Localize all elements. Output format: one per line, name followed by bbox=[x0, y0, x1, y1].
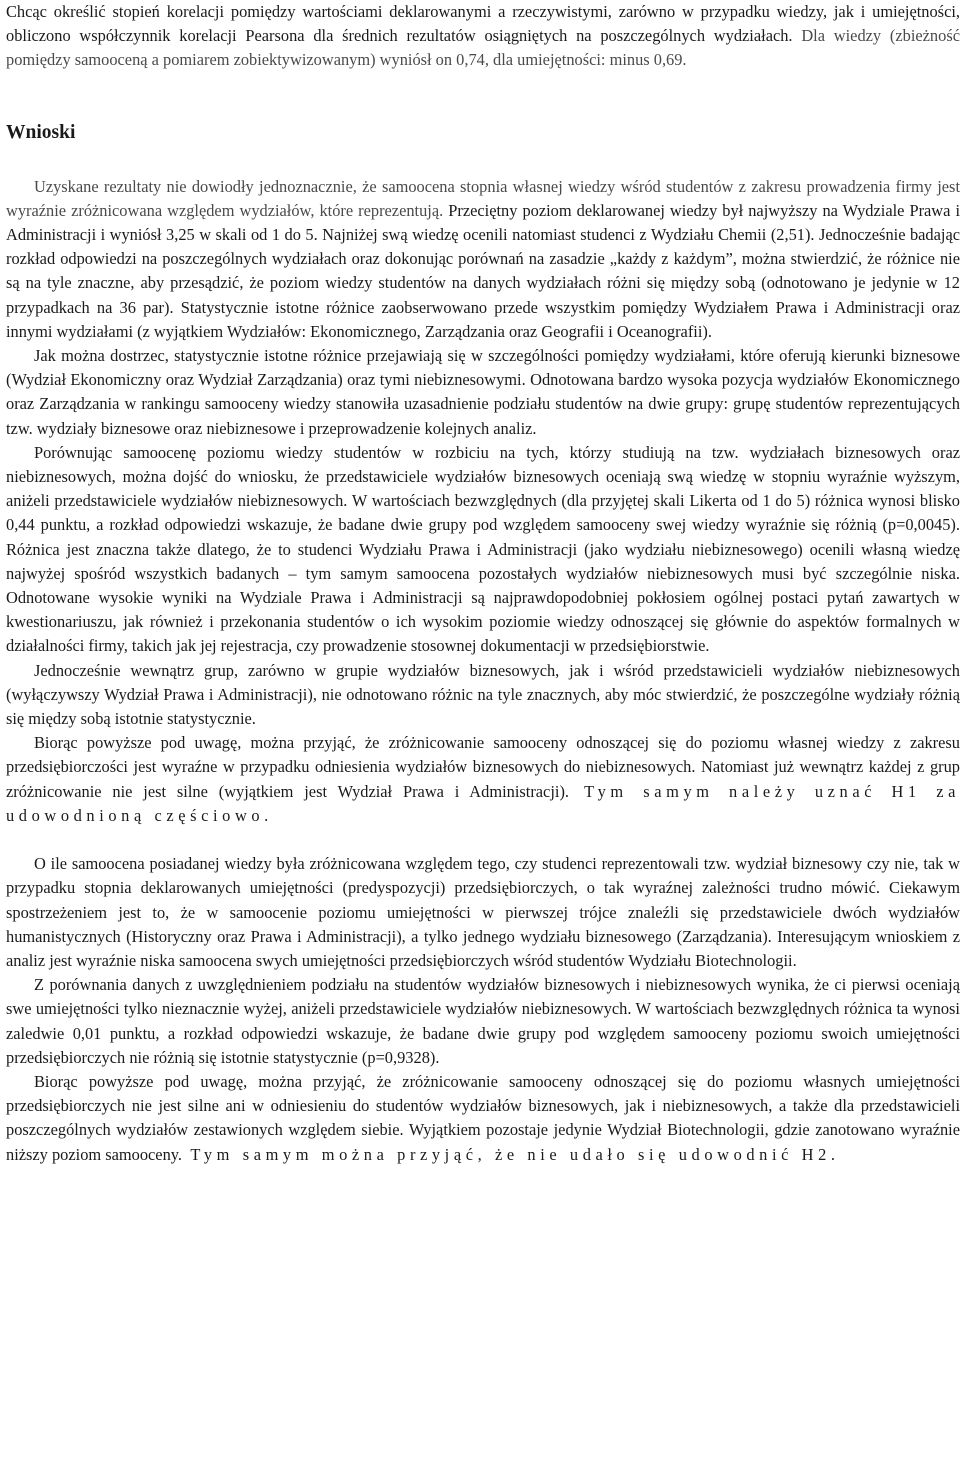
paragraph-3: Porównując samoocenę poziomu wiedzy studentów w rozbiciu na tych, którzy studiują na tzw. wydziałach biznesowych oraz niebiznesowych, można dojść do wniosku, że przedstawiciele wydziałów biznesowych oceniają swą wiedzę w stopniu wyraźnie wyższym, aniżeli przedstawiciele wydziałów niebiznesowych. W wartościach bezwzględnych (dla przyjętej skali Likerta od 1 do 5) różnica wynosi blisko 0,44 punktu, a rozkład odpowiedzi wskazuje, że badane dwie grupy pod względem samooceny swej wiedzy wyraźnie się różnią (p=0,0045). Różnica jest znaczna także dlatego, że to studenci Wydziału Prawa i Administracji (jako wydziału niebiznesowego) ocenili własną wiedzę najwyżej spośród wszystkich badanych – tym samym samoocena pozostałych wydziałów niebiznesowych musi być szczególnie niska. Odnotowane wysokie wyniki na Wydziale Prawa i Administracji są najprawdopodobniej pokłosiem ogólnej postaci pytań zawartych w kwestionariuszu, jak również i przekonania studentów o ich wysokim poziomie wiedzy odnoszącej się głównie do aspektów formalnych w działalności firmy, takich jak jej rejestracja, czy prowadzenie stosownej dokumentacji w przedsiębiorstwie. bbox=[6, 442, 960, 656]
intro-paragraph bbox=[6, 0, 960, 73]
paragraph-gap bbox=[6, 828, 960, 852]
paragraph-5 bbox=[6, 731, 960, 828]
paragraph-1-part-b: Przeciętny poziom deklarowanej wiedzy był najwyższy na Wydziale Prawa i Administracji i wyniósł 3,25 w skali od 1 do 5. Najniżej swą wiedzę ocenili natomiast studenci z Wydziału Chemii (2,51). Jednocześnie badając rozkład odpowiedzi na poszczególnych wydziałach oraz dokonując porównań na zasadzie „każdy z każdym”, można stwierdzić, że różnice nie są na tyle znaczne, aby przesądzić, że poziom wiedzy studentów na danych wydziałach różni się między sobą (odnotowano je jedynie w 12 przypadkach na 36 par). Statystycznie istotne różnice zaobserwowano przede wszystkim pomiędzy Wydziałem Prawa i Administracji oraz innymi wydziałami (z wyjątkiem Wydziałów: Ekonomicznego, Zarządzania oraz Geografii i Oceanografii). bbox=[6, 200, 960, 341]
paragraph-6: O ile samoocena posiadanej wiedzy była zróżnicowana względem tego, czy studenci reprezentowali tzw. wydział biznesowy czy nie, tak w przypadku stopnia deklarowanych umiejętności (predyspozycji) przedsiębiorczych, o tak wyraźnej zależności trudno mówić. Ciekawym spostrzeżeniem jest to, że w samoocenie poziomu umiejętności w pierwszej trójce znaleźli się przedstawiciele dwóch wydziałów humanistycznych (Historyczny oraz Prawa i Administracji), a tylko jednego wydziału biznesowego (Zarządzania). Interesującym wnioskiem z analiz jest wyraźnie niska samoocena swych umiejętności przedsiębiorczych wśród studentów Wydziału Biotechnologii. bbox=[6, 854, 960, 970]
paragraph-1 bbox=[6, 175, 960, 344]
hypothesis-1-conclusion: Tym samym należy uznać H1 za udowodnioną częściowo. bbox=[6, 781, 960, 825]
paragraph-2: Jak można dostrzec, statystycznie istotne różnice przejawiają się w szczególności pomiędzy wydziałami, które oferują kierunki biznesowe (Wydział Ekonomiczny oraz Wydział Zarządzania) oraz tymi niebiznesowymi. Odnotowana bardzo wysoka pozycja wydziałów Ekonomicznego oraz Zarządzania w rankingu samooceny wiedzy stanowiła uzasadnienie podziału studentów na dwie grupy: grupę studentów reprezentujących tzw. wydziały biznesowe oraz niebiznesowe i przeprowadzenie kolejnych analiz. bbox=[6, 346, 960, 438]
paragraph-5-part-a: Biorąc powyższe pod uwagę, można przyjąć, że zróżnicowanie samooceny odnoszącej się do poziomu własnej wiedzy z zakresu przedsiębiorczości jest wyraźne w przypadku odniesienia wydziałów biznesowych do niebiznesowych. Natomiast już wewnątrz każdej z grup zróżnicowanie nie jest silne (wyjątkiem jest Wydział Prawa i Administracji). bbox=[6, 733, 960, 801]
section-heading: Wnioski bbox=[6, 121, 76, 143]
intro-text-part1: Chcąc określić stopień korelacji pomiędzy wartościami deklarowanymi a rzeczywistymi, zarówno w przypadku wiedzy, jak i umiejętności, obliczono współczynnik korelacji Pearsona dla średnich rezultatów osiągniętych na poszczególnych wydziałach. bbox=[6, 2, 960, 46]
paragraph-8-part-a: Biorąc powyższe pod uwagę, można przyjąć, że zróżnicowanie samooceny odnoszącej się do poziomu własnych umiejętności przedsiębiorczych nie jest silne ani w odniesieniu do studentów wydziałów biznesowych, jak i niebiznesowych, a także dla przedstawicieli poszczególnych wydziałów zestawionych względem siebie. Wyjątkiem pozostaje jedynie Wydział Biotechnologii, gdzie zanotowano wyraźnie niższy poziom samooceny. bbox=[6, 1071, 960, 1164]
hypothesis-2-conclusion: Tym samym można przyjąć, że nie udało się udowodnić H2. bbox=[182, 1144, 840, 1164]
paragraph-7: Z porównania danych z uwzględnieniem podziału na studentów wydziałów biznesowych i niebiznesowych wynika, że ci pierwsi oceniają swe umiejętności tylko nieznacznie wyżej, aniżeli przedstawiciele wydziałów niebiznesowych. W wartościach bezwzględnych różnica ta wynosi zaledwie 0,01 punktu, a rozkład odpowiedzi wskazuje, że badane dwie grupy pod względem samooceny poziomu swoich umiejętności przedsiębiorczych nie różnią się istotnie statystycznie (p=0,9328). bbox=[6, 975, 960, 1067]
paragraph-1-part-a: Uzyskane rezultaty nie dowiodły jednoznacznie, że samoocena stopnia własnej wiedzy wśród studentów z zakresu prowadzenia firmy jest wyraźnie zróżnicowana względem wydziałów, które reprezentują. bbox=[6, 176, 960, 220]
paragraph-8 bbox=[6, 1070, 960, 1167]
paragraph-4: Jednocześnie wewnątrz grup, zarówno w grupie wydziałów biznesowych, jak i wśród przedstawicieli wydziałów niebiznesowych (wyłączywszy Wydział Prawa i Administracji), nie odnotowano różnic na tyle znacznych, aby móc stwierdzić, że poszczególne wydziały różnią się między sobą istotnie statystycznie. bbox=[6, 660, 960, 729]
intro-text-part2: Dla wiedzy (zbieżność pomiędzy samooceną a pomiarem zobiektywizowanym) wyniósł on 0,74, dla umiejętności: minus 0,69. bbox=[6, 26, 960, 70]
